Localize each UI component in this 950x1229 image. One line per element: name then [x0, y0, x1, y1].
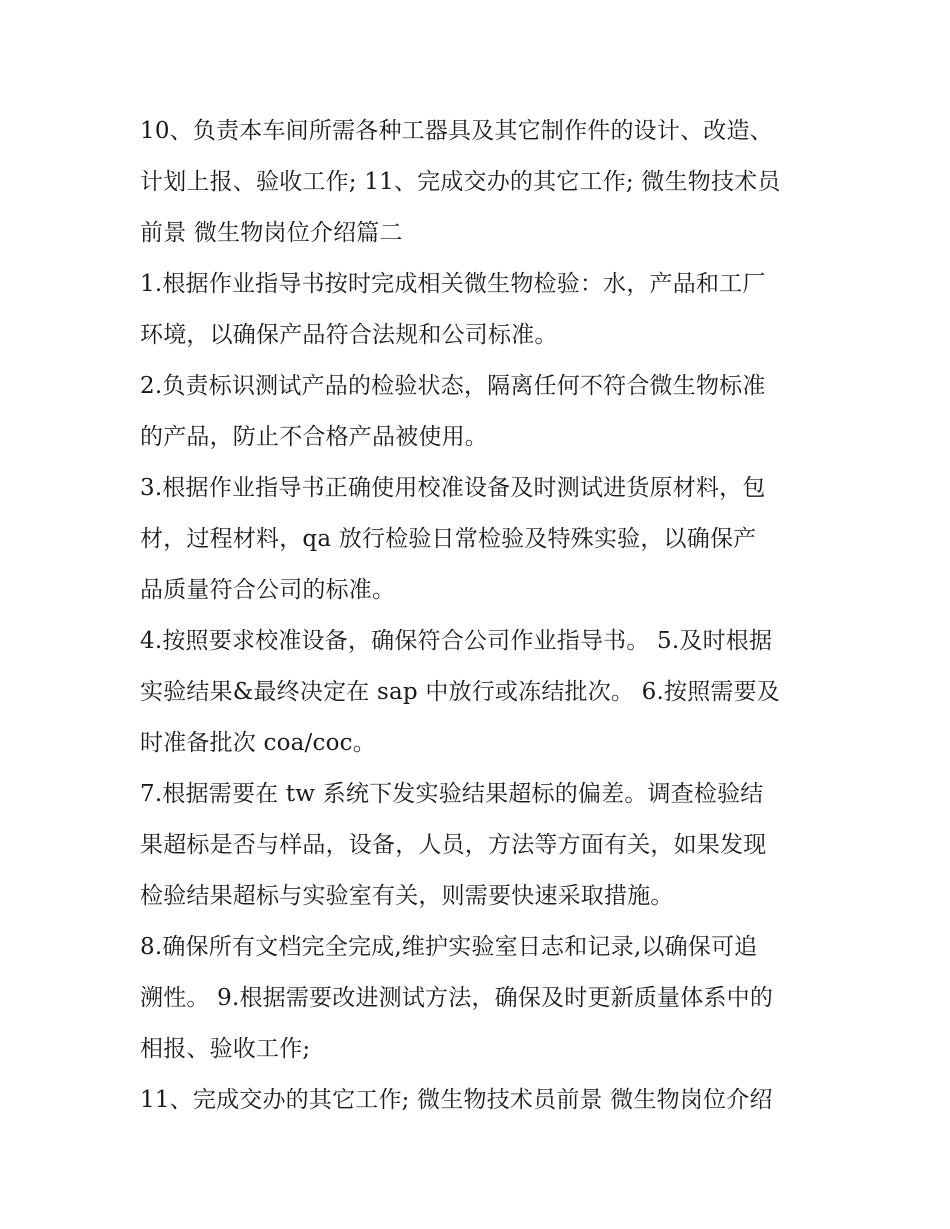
text-line: 的产品，防止不合格产品被使用。 — [140, 424, 488, 450]
text-line: 环境，以确保产品符合法规和公司标准。 — [140, 322, 558, 348]
text-line: 1.根据作业指导书按时完成相关微生物检验：水，产品和工厂 — [140, 271, 766, 297]
text-line: 溯性。 9.根据需要改进测试方法，确保及时更新质量体系中的 — [140, 985, 774, 1011]
text-line: 检验结果超标与实验室有关，则需要快速采取措施。 — [140, 883, 674, 909]
text-line: 相报、验收工作; — [140, 1036, 311, 1062]
text-line: 实验结果&最终决定在 sap 中放行或冻结批次。 6.按照需要及 — [140, 679, 780, 705]
text-line: 2.负责标识测试产品的检验状态，隔离任何不符合微生物标准 — [140, 373, 766, 399]
text-line: 10、负责本车间所需各种工器具及其它制作件的设计、改造、 — [140, 118, 773, 144]
text-line: 7.根据需要在 tw 系统下发实验结果超标的偏差。调查检验结 — [140, 781, 764, 807]
document-body — [140, 106, 820, 1126]
text-line: 3.根据作业指导书正确使用校准设备及时测试进货原材料，包 — [140, 475, 766, 501]
text-line: 11、完成交办的其它工作; 微生物技术员前景 微生物岗位介绍 — [140, 1087, 773, 1113]
text-line: 果超标是否与样品，设备，人员，方法等方面有关，如果发现 — [140, 832, 767, 858]
text-line: 时准备批次 coa/coc。 — [140, 730, 376, 756]
text-line: 品质量符合公司的标准。 — [140, 577, 396, 603]
text-line: 前景 微生物岗位介绍篇二 — [140, 220, 403, 246]
text-line: 材，过程材料，qa 放行检验日常检验及特殊实验，以确保产 — [140, 526, 757, 552]
text-line: 8.确保所有文档完全完成,维护实验室日志和记录,以确保可追 — [140, 934, 758, 960]
text-line: 4.按照要求校准设备，确保符合公司作业指导书。 5.及时根据 — [140, 628, 773, 654]
text-line: 计划上报、验收工作; 11、完成交办的其它工作; 微生物技术员 — [140, 169, 781, 195]
